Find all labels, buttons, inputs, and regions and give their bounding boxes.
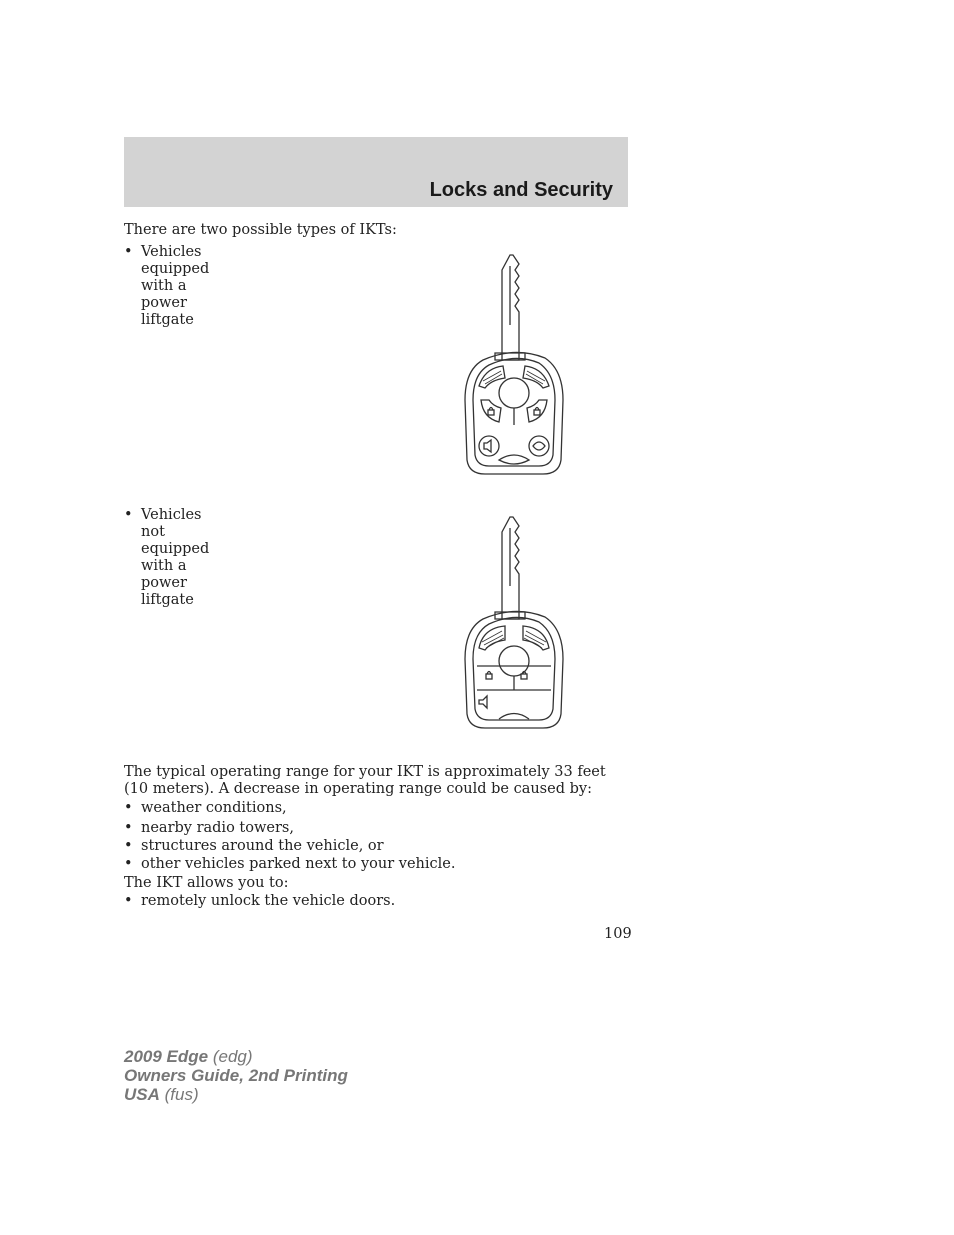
bullet-marker: •: [124, 838, 133, 854]
document-footer: 2009 Edge (edg) Owners Guide, 2nd Printing USA (fus): [124, 1047, 348, 1104]
intro-text: There are two possible types of IKTs:: [124, 222, 397, 238]
list-item-text: other vehicles parked next to your vehicle.: [141, 856, 456, 872]
list-item-text: structures around the vehicle, or: [141, 838, 384, 854]
section-header-band: [124, 137, 628, 207]
bullet-marker: •: [124, 507, 133, 523]
list-item-text: weather conditions,: [141, 800, 287, 816]
list-item-text: nearby radio towers,: [141, 820, 294, 836]
bullet-marker: •: [124, 856, 133, 872]
bullet-marker: •: [124, 893, 133, 909]
list-item-text: remotely unlock the vehicle doors.: [141, 893, 396, 909]
bullet-marker: •: [124, 244, 133, 260]
page-number: 109: [604, 926, 632, 942]
list-item-text: Vehicles not equipped with a power liftgate: [141, 507, 210, 608]
key-fob-standard-icon: [455, 514, 573, 736]
range-paragraph: The typical operating range for your IKT is approximately 33 feet (10 meters). A decrease in operating range could be caused by:: [124, 764, 606, 797]
bullet-marker: •: [124, 800, 133, 816]
key-fob-power-liftgate-icon: [455, 250, 573, 480]
allows-intro: The IKT allows you to:: [124, 875, 289, 891]
bullet-marker: •: [124, 820, 133, 836]
section-title: Locks and Security: [429, 179, 613, 201]
list-item-text: Vehicles equipped with a power liftgate: [141, 244, 210, 328]
